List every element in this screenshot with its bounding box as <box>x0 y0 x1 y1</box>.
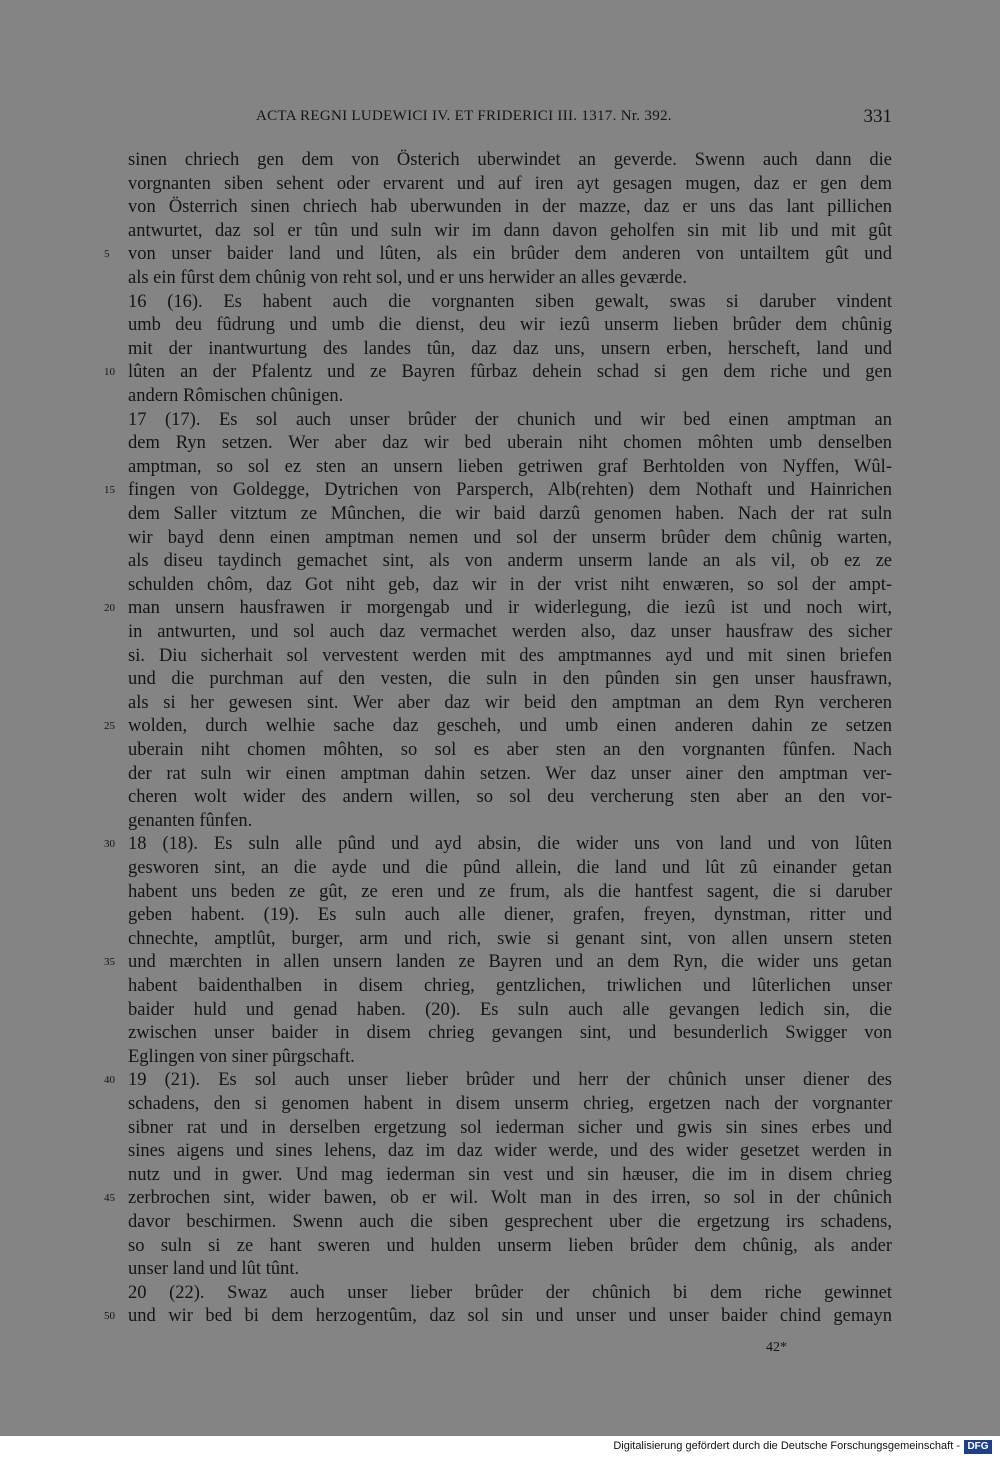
text-line: schadens, den si genomen habent in disem unserm chrieg, ergetzen nach der vorgnanter <box>128 1094 892 1114</box>
text-line: nutz und in gwer. Und mag iederman sin vest und sin hæuser, die im in disem chrieg <box>128 1165 892 1185</box>
text-line: man unsern hausfrawen ir morgengab und ir widerlegung, die iezû ist und noch wirt, <box>128 598 892 618</box>
text-line: 20 (22). Swaz auch unser lieber brûder der chûnich bi dem riche gewinnet <box>128 1283 892 1303</box>
text-line: unser land und lût tûnt. <box>128 1259 300 1279</box>
text-line: zwischen unser baider in disem chrieg gevangen sint, und besunderlich Swigger von <box>128 1023 892 1043</box>
text-line: sibner rat und in derselben ergetzung sol iederman sicher und gwis sin sines erbes und <box>128 1118 892 1138</box>
text-line: dem Saller vitztum ze Mûnchen, die wir baid darzû genomen haben. Nach der rat suln <box>128 504 892 524</box>
footer-bar <box>0 1436 1000 1459</box>
header-title: ACTA REGNI LUDEWICI IV. ET FRIDERICI III. 1317. Nr. 392. <box>256 108 672 124</box>
running-header <box>128 108 892 130</box>
line-number: 20 <box>104 602 115 614</box>
text-line: habent uns beden ze gût, ze eren und ze frum, als die hantfest sagent, die si daruber <box>128 882 892 902</box>
text-line: lûten an der Pfalentz und ze Bayren fûrbaz dehein schad si gen dem riche und gen <box>128 362 892 382</box>
text-line: fingen von Goldegge, Dytrichen von Parsperch, Alb(rehten) dem Nothaft und Hainrichen <box>128 480 892 500</box>
text-line: wir bayd denn einen amptman nemen und sol der unserm brûder dem chûnig warten, <box>128 528 892 548</box>
text-line: von unser baider land und lûten, als ein brûder dem anderen von untailtem gût und <box>128 244 892 264</box>
line-number: 40 <box>104 1074 115 1086</box>
text-line: als diseu taydinch gemachet sint, als von anderm unserm lande an als vil, ob ez ze <box>128 551 892 571</box>
line-number: 30 <box>104 838 115 850</box>
footer-credit: Digitalisierung gefördert durch die Deutsche Forschungsgemeinschaft - <box>613 1440 960 1452</box>
text-line: geben habent. (19). Es suln auch alle diener, grafen, freyen, dynstman, ritter und <box>128 905 892 925</box>
text-line: gesworen sint, an die ayde und die pûnd allein, die land und lût zû einander getan <box>128 858 892 878</box>
text-line: si. Diu sicherhait sol vervestent werden mit des amptmannes ayd und mit sinen briefen <box>128 646 892 666</box>
text-line: dem Ryn setzen. Wer aber daz wir bed uberain niht chomen môhten umb denselben <box>128 433 892 453</box>
text-line: habent baidenthalben in disem chrieg, gentzlichen, triwlichen und lûterlichen unser <box>128 976 892 996</box>
text-line: als ein fûrst dem chûnig von reht sol, und er uns herwider an alles geværde. <box>128 268 687 288</box>
line-number: 25 <box>104 720 115 732</box>
text-line: mit der inantwurtung des landes tûn, daz daz uns, unsern erben, herscheft, land und <box>128 339 892 359</box>
text-line: genanten fûnfen. <box>128 811 253 831</box>
line-number: 10 <box>104 366 115 378</box>
signature-mark: 42* <box>766 1340 787 1355</box>
text-line: vorgnanten siben sehent oder ervarent und auf iren ayt gesagen mugen, daz er gen dem <box>128 174 892 194</box>
text-line: schulden chôm, daz Got niht geb, daz wir in der vrist niht enwæren, so sol der ampt- <box>128 575 892 595</box>
text-line: antwurtet, daz sol er tûn und suln wir im dann davon geholfen sin mit lib und mit gût <box>128 221 892 241</box>
text-line: sines aigens und sines lehens, daz im daz wider werde, und des wider gesetzet werden in <box>128 1141 892 1161</box>
text-line: amptman, so sol ez sten an unsern lieben getriwen graf Berhtolden von Nyffen, Wûl- <box>128 457 892 477</box>
text-line: davor beschirmen. Swenn auch die siben gesprechent uber die ergetzung irs schadens, <box>128 1212 892 1232</box>
line-number: 15 <box>104 484 115 496</box>
text-line: sinen chriech gen dem von Österich uberwindet an geverde. Swenn auch dann die <box>128 150 892 170</box>
text-line: andern Rômischen chûnigen. <box>128 386 344 406</box>
text-line: und wir bed bi dem herzogentûm, daz sol sin und unser und unser baider chind gemayn <box>128 1306 892 1326</box>
text-line: so suln si ze hant sweren und hulden unserm lieben brûder dem chûnig, als ander <box>128 1236 892 1256</box>
text-line: wolden, durch welhie sache daz gescheh, und umb einen anderen dahin ze setzen <box>128 716 892 736</box>
text-line: 19 (21). Es sol auch unser lieber brûder und herr der chûnich unser diener des <box>128 1070 892 1090</box>
line-number: 50 <box>104 1310 115 1322</box>
text-line: 16 (16). Es habent auch die vorgnanten siben gewalt, swas si daruber vindent <box>128 292 892 312</box>
text-line: uberain niht chomen môhten, so sol es aber sten an den vorgnanten fûnfen. Nach <box>128 740 892 760</box>
text-line: umb deu fûdrung und umb die dienst, deu wir iezû unserm lieben brûder dem chûnig <box>128 315 892 335</box>
text-line: 18 (18). Es suln alle pûnd und ayd absin, die wider uns von land und von lûten <box>128 834 892 854</box>
text-line: und die purchman auf den vesten, die suln in den pûnden sin gen unser hausfrawn, <box>128 669 892 689</box>
text-line: als si her gewesen sint. Wer aber daz wir beid den amptman an dem Ryn vercheren <box>128 693 892 713</box>
line-number: 45 <box>104 1192 115 1204</box>
text-line: in antwurten, und sol auch daz vermachet werden also, daz unser hausfraw des sicher <box>128 622 892 642</box>
text-line: der rat suln wir einen amptman dahin setzen. Wer daz unser ainer den amptman ver- <box>128 764 892 784</box>
text-line: chnechte, amptlût, burger, arm und rich, swie si genant sint, von allen unsern steten <box>128 929 892 949</box>
text-line: zerbrochen sint, wider bawen, ob er wil. Wolt man in des irren, so sol in der chûnich <box>128 1188 892 1208</box>
text-line: von Österrich sinen chriech hab uberwunden in der mazze, daz er uns das lant pillichen <box>128 197 892 217</box>
text-line: 17 (17). Es sol auch unser brûder der chunich und wir bed einen amptman an <box>128 410 892 430</box>
text-line: baider huld und genad haben. (20). Es suln auch alle gevangen ledich sin, die <box>128 1000 892 1020</box>
page-number: 331 <box>863 106 892 127</box>
line-number: 35 <box>104 956 115 968</box>
text-line: cheren wolt wider des andern willen, so sol deu vercherung sten aber an den vor- <box>128 787 892 807</box>
text-line: Eglingen von siner pûrgschaft. <box>128 1047 355 1067</box>
dfg-logo: DFG <box>964 1440 992 1454</box>
text-line: und mærchten in allen unsern landen ze Bayren und an dem Ryn, die wider uns getan <box>128 952 892 972</box>
line-number: 5 <box>104 248 110 260</box>
